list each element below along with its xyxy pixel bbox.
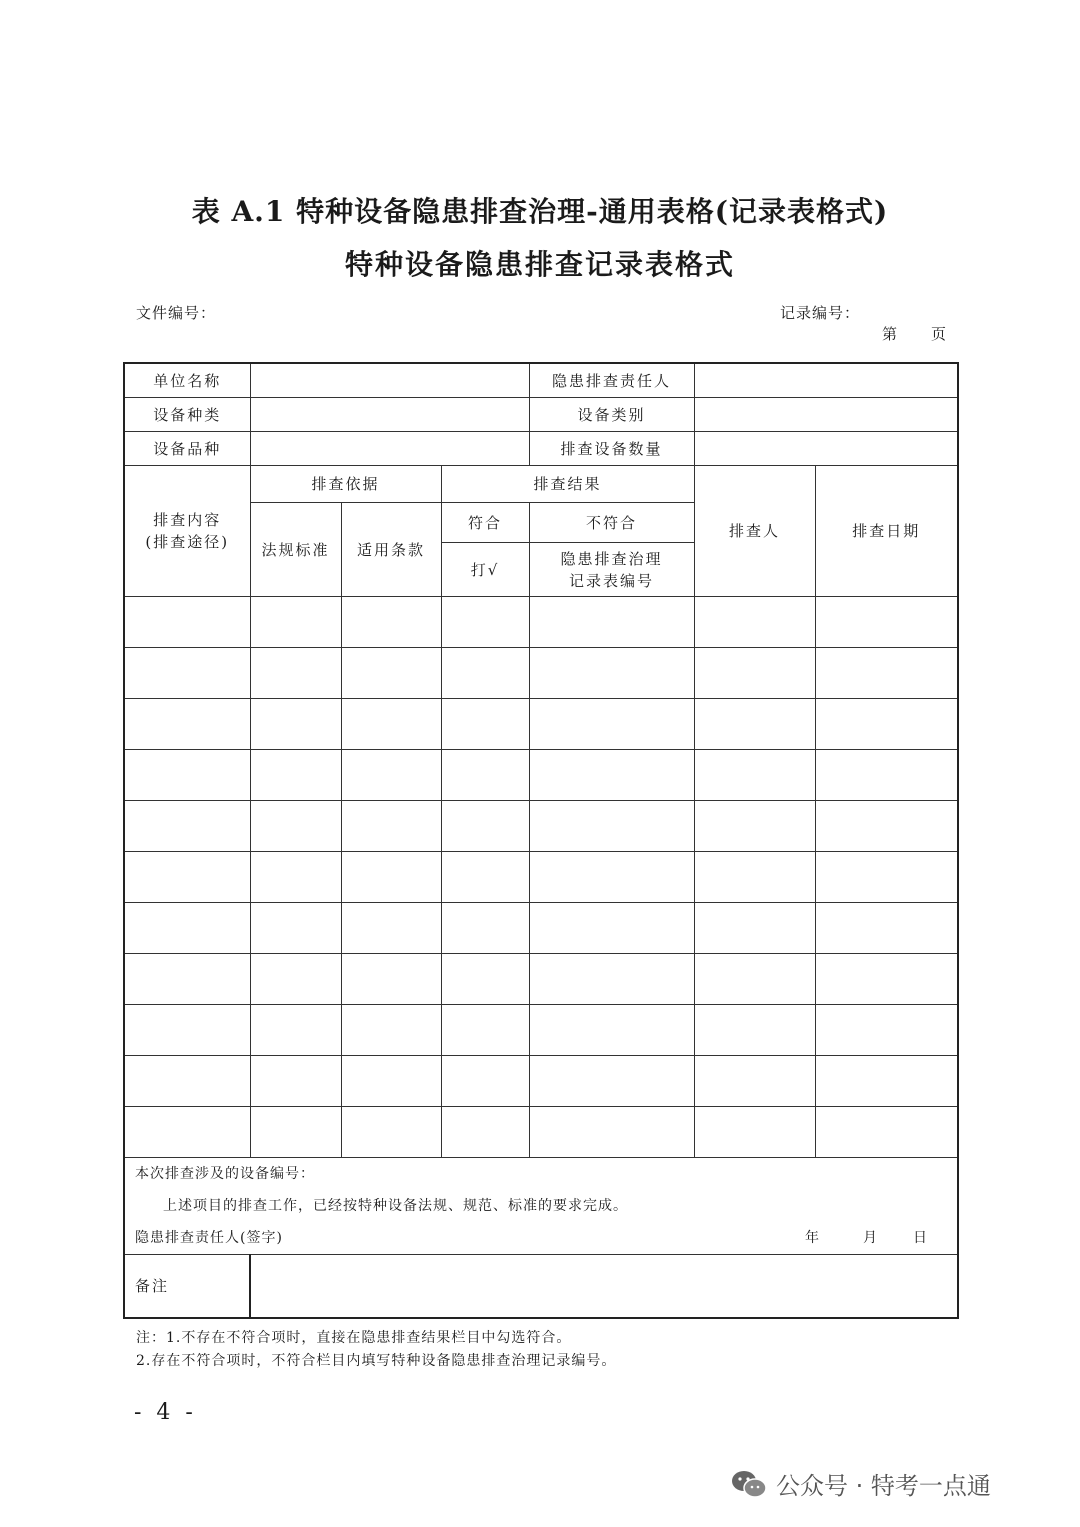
- watermark: [730, 1466, 991, 1501]
- table-cell[interactable]: [529, 1056, 694, 1107]
- table-cell[interactable]: [694, 903, 815, 954]
- table-cell[interactable]: [694, 597, 815, 648]
- table-cell[interactable]: [124, 750, 250, 801]
- table-cell[interactable]: [694, 801, 815, 852]
- table-row: [124, 852, 958, 903]
- table-cell[interactable]: [694, 1056, 815, 1107]
- form-subtitle: 特种设备隐患排查记录表格式: [344, 248, 735, 281]
- table-row: [124, 954, 958, 1005]
- record-number-label: 记录编号：: [780, 304, 861, 322]
- table-cell[interactable]: [124, 699, 250, 750]
- table-cell[interactable]: [815, 954, 958, 1005]
- table-cell[interactable]: [341, 648, 441, 699]
- col-content: 排查内容 (排查途径): [124, 466, 250, 597]
- table-cell[interactable]: [124, 852, 250, 903]
- table-cell[interactable]: [441, 699, 529, 750]
- table-cell[interactable]: [815, 699, 958, 750]
- table-cell[interactable]: [441, 750, 529, 801]
- header-row-type: [124, 398, 958, 432]
- table-cell[interactable]: [341, 1005, 441, 1056]
- table-cell[interactable]: [441, 648, 529, 699]
- table-cell[interactable]: [694, 699, 815, 750]
- page-label-ye: 页: [931, 325, 948, 343]
- table-cell[interactable]: [341, 699, 441, 750]
- table-cell[interactable]: [250, 954, 341, 1005]
- column-header-row-1: [124, 466, 958, 503]
- table-cell[interactable]: [441, 852, 529, 903]
- table-cell[interactable]: [341, 597, 441, 648]
- device-number-label: 本次排查涉及的设备编号：: [135, 1166, 315, 1182]
- table-cell[interactable]: [341, 801, 441, 852]
- table-cell[interactable]: [529, 1005, 694, 1056]
- equipment-category-label: 设备类别: [529, 398, 694, 432]
- equipment-variety-label: 设备品种: [124, 432, 250, 466]
- table-cell[interactable]: [124, 954, 250, 1005]
- signer-label: 隐患排查责任人(签字): [135, 1230, 283, 1246]
- table-cell[interactable]: [815, 750, 958, 801]
- table-cell[interactable]: [529, 648, 694, 699]
- col-conform: 符合: [441, 503, 529, 543]
- statement-row: [124, 1158, 958, 1255]
- table-cell[interactable]: [529, 852, 694, 903]
- table-cell[interactable]: [124, 903, 250, 954]
- table-cell[interactable]: [124, 648, 250, 699]
- table-cell[interactable]: [250, 801, 341, 852]
- table-cell[interactable]: [815, 597, 958, 648]
- table-cell[interactable]: [694, 1005, 815, 1056]
- table-cell[interactable]: [529, 1107, 694, 1158]
- table-cell[interactable]: [815, 1107, 958, 1158]
- table-row: [124, 750, 958, 801]
- table-cell[interactable]: [441, 597, 529, 648]
- table-cell[interactable]: [694, 954, 815, 1005]
- remarks-value[interactable]: [250, 1255, 958, 1319]
- day-label: 日: [913, 1230, 928, 1246]
- table-cell[interactable]: [341, 954, 441, 1005]
- table-cell[interactable]: [529, 750, 694, 801]
- table-cell[interactable]: [694, 1107, 815, 1158]
- table-cell[interactable]: [529, 903, 694, 954]
- file-number-label: 文件编号：: [136, 304, 217, 322]
- unit-name-label: 单位名称: [124, 363, 250, 398]
- watermark-text: 公众号 · 特考一点通: [776, 1472, 991, 1500]
- equipment-count-value[interactable]: [694, 432, 958, 466]
- table-cell[interactable]: [250, 1056, 341, 1107]
- table-row: [124, 801, 958, 852]
- col-date: 排查日期: [815, 466, 958, 597]
- equipment-variety-value[interactable]: [250, 432, 529, 466]
- table-cell[interactable]: [250, 1005, 341, 1056]
- table-cell[interactable]: [124, 1056, 250, 1107]
- table-cell[interactable]: [815, 648, 958, 699]
- equipment-count-label: 排查设备数量: [529, 432, 694, 466]
- col-law-standard: 法规标准: [250, 503, 341, 597]
- col-nonconform-record: 隐患排查治理 记录表编号: [529, 543, 694, 597]
- table-cell[interactable]: [250, 1107, 341, 1158]
- table-row: [124, 1005, 958, 1056]
- equipment-kind-label: 设备种类: [124, 398, 250, 432]
- table-cell[interactable]: [341, 852, 441, 903]
- inspection-record-table: [123, 362, 959, 1319]
- table-cell[interactable]: [529, 801, 694, 852]
- equipment-category-value[interactable]: [694, 398, 958, 432]
- page-label-di: 第: [882, 325, 899, 343]
- table-cell[interactable]: [441, 903, 529, 954]
- table-cell[interactable]: [694, 648, 815, 699]
- table-cell[interactable]: [341, 903, 441, 954]
- table-cell[interactable]: [529, 597, 694, 648]
- col-applicable-clause: 适用条款: [341, 503, 441, 597]
- wechat-icon: [730, 1469, 768, 1499]
- table-cell[interactable]: [441, 954, 529, 1005]
- remarks-row: [124, 1255, 958, 1319]
- table-cell[interactable]: [124, 801, 250, 852]
- col-inspector: 排查人: [694, 466, 815, 597]
- table-cell[interactable]: [124, 1107, 250, 1158]
- table-cell[interactable]: [250, 903, 341, 954]
- table-cell[interactable]: [250, 699, 341, 750]
- col-result: 排查结果: [441, 466, 694, 503]
- table-cell[interactable]: [441, 1107, 529, 1158]
- table-cell[interactable]: [441, 801, 529, 852]
- table-cell[interactable]: [815, 801, 958, 852]
- unit-name-value[interactable]: [250, 363, 529, 398]
- signature-line: [135, 1222, 957, 1254]
- statement-text: 上述项目的排查工作，已经按特种设备法规、规范、标准的要求完成。: [163, 1198, 628, 1214]
- col-nonconform: 不符合: [529, 503, 694, 543]
- statement-cell[interactable]: [124, 1158, 958, 1255]
- remarks-label: 备注: [124, 1255, 250, 1319]
- table-cell[interactable]: [250, 750, 341, 801]
- table-cell[interactable]: [815, 1005, 958, 1056]
- header-row-unit: [124, 363, 958, 398]
- table-cell[interactable]: [441, 1056, 529, 1107]
- table-row: [124, 1056, 958, 1107]
- year-label: 年: [805, 1230, 820, 1246]
- note-line-2: 2.存在不符合项时，不符合栏目内填写特种设备隐患排查治理记录编号。: [136, 1353, 617, 1369]
- table-cell[interactable]: [441, 1005, 529, 1056]
- table-row: [124, 597, 958, 648]
- table-cell[interactable]: [124, 1005, 250, 1056]
- table-row: [124, 903, 958, 954]
- table-cell[interactable]: [341, 750, 441, 801]
- responsible-person-value[interactable]: [694, 363, 958, 398]
- table-cell[interactable]: [529, 954, 694, 1005]
- month-label: 月: [863, 1230, 878, 1246]
- table-row: [124, 699, 958, 750]
- table-cell[interactable]: [250, 648, 341, 699]
- table-cell[interactable]: [815, 903, 958, 954]
- table-cell[interactable]: [815, 1056, 958, 1107]
- table-title: 表 A.1 特种设备隐患排查治理-通用表格(记录表格式): [191, 195, 889, 228]
- col-conform-mark: 打√: [441, 543, 529, 597]
- table-cell[interactable]: [694, 852, 815, 903]
- responsible-person-label: 隐患排查责任人: [529, 363, 694, 398]
- table-cell[interactable]: [529, 699, 694, 750]
- table-cell[interactable]: [694, 750, 815, 801]
- col-basis: 排查依据: [250, 466, 441, 503]
- table-cell[interactable]: [815, 852, 958, 903]
- table-cell[interactable]: [124, 597, 250, 648]
- equipment-kind-value[interactable]: [250, 398, 529, 432]
- table-cell[interactable]: [341, 1056, 441, 1107]
- table-row: [124, 1107, 958, 1158]
- header-row-variety: [124, 432, 958, 466]
- table-cell[interactable]: [250, 597, 341, 648]
- page-number: - 4 -: [134, 1400, 197, 1425]
- table-cell[interactable]: [341, 1107, 441, 1158]
- note-line-1: 注：1.不存在不符合项时，直接在隐患排查结果栏目中勾选符合。: [136, 1330, 572, 1346]
- table-row: [124, 648, 958, 699]
- table-cell[interactable]: [250, 852, 341, 903]
